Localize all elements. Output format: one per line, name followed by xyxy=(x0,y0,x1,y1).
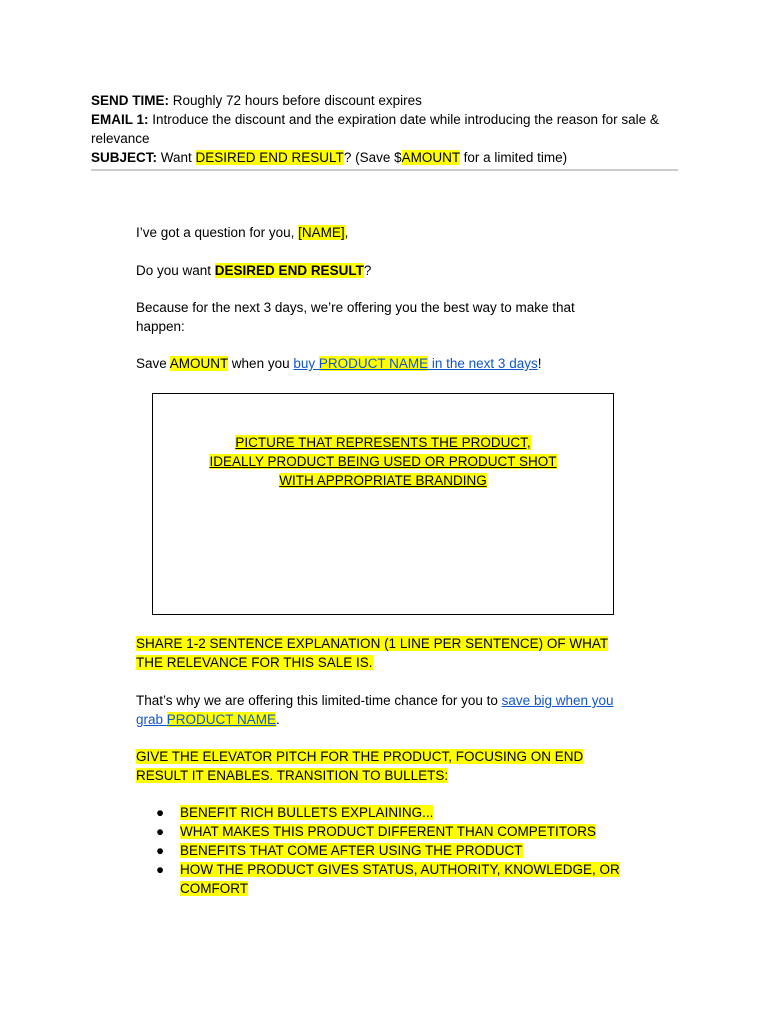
benefit-bullet-list xyxy=(136,803,636,898)
greeting-prefix: I’ve got a question for you, xyxy=(136,225,299,240)
greeting-line xyxy=(136,223,636,242)
question-desired-result-highlight: DESIRED END RESULT xyxy=(214,263,364,278)
list-item xyxy=(136,822,636,841)
buy-link-suffix: in the next 3 days xyxy=(428,356,538,371)
save-middle: when you xyxy=(228,356,294,371)
chance-line xyxy=(136,691,636,729)
question-line xyxy=(136,261,636,280)
question-suffix: ? xyxy=(363,263,372,278)
subject-line xyxy=(91,148,681,167)
bullet-text: BENEFITS THAT COME AFTER USING THE PRODUCT xyxy=(180,843,523,858)
subject-middle: ? (Save $ xyxy=(343,150,402,165)
pitch-placeholder-paragraph xyxy=(136,747,616,785)
send-time-label: SEND TIME: xyxy=(91,93,170,108)
save-prefix: Save xyxy=(136,356,170,371)
buy-link-product-highlight: PRODUCT NAME xyxy=(318,356,429,371)
bullet-text: HOW THE PRODUCT GIVES STATUS, AUTHORITY, KNOWLEDGE, OR COMFORT xyxy=(180,862,620,896)
save-line xyxy=(136,354,636,373)
picture-line-1: PICTURE THAT REPRESENTS THE PRODUCT, xyxy=(235,435,531,450)
bullet-text: BENEFIT RICH BULLETS EXPLAINING... xyxy=(180,805,434,820)
offer-intro-paragraph: Because for the next 3 days, we’re offering you the best way to make that happen: xyxy=(136,300,575,334)
picture-line-2: IDEALLY PRODUCT BEING USED OR PRODUCT SHOT xyxy=(209,454,557,469)
list-item xyxy=(136,803,636,822)
bullet-marker: ● xyxy=(156,824,165,839)
bullet-text: WHAT MAKES THIS PRODUCT DIFFERENT THAN COMPETITORS xyxy=(180,824,597,839)
save-big-link-text: save big when you grab xyxy=(136,693,614,727)
relevance-placeholder-paragraph xyxy=(136,634,631,672)
bullet-marker: ● xyxy=(156,805,165,820)
send-time-line xyxy=(91,91,681,110)
list-item xyxy=(136,860,620,898)
save-amount-highlight: AMOUNT xyxy=(169,356,229,371)
chance-suffix: . xyxy=(276,712,280,727)
email-header xyxy=(91,91,681,167)
chance-prefix: That’s why we are offering this limited-time chance for you to xyxy=(136,693,502,708)
buy-product-link[interactable] xyxy=(293,356,537,371)
buy-link-prefix: buy xyxy=(293,356,319,371)
subject-amount-highlight: AMOUNT xyxy=(401,150,460,165)
header-divider xyxy=(91,169,678,171)
product-picture-placeholder xyxy=(152,393,614,615)
name-tag-highlight: [NAME] xyxy=(298,225,345,240)
question-prefix: Do you want xyxy=(136,263,215,278)
picture-placeholder-text xyxy=(153,433,613,490)
pitch-placeholder-text: GIVE THE ELEVATOR PITCH FOR THE PRODUCT, FOCUSING ON END RESULT IT ENABLES. TRANSITION TO BULLETS: xyxy=(136,749,584,783)
subject-label: SUBJECT: xyxy=(91,150,158,165)
save-big-link-product-highlight: PRODUCT NAME xyxy=(166,712,277,727)
email-value: Introduce the discount and the expiration date while introducing the reason for sale & relevance xyxy=(91,112,659,146)
save-suffix: ! xyxy=(537,356,542,371)
bullet-marker: ● xyxy=(156,862,165,877)
list-item xyxy=(136,841,636,860)
email-label: EMAIL 1: xyxy=(91,112,149,127)
greeting-suffix: , xyxy=(344,225,349,240)
email-line xyxy=(91,110,681,148)
bullet-marker: ● xyxy=(156,843,165,858)
relevance-placeholder-text: SHARE 1-2 SENTENCE EXPLANATION (1 LINE PER SENTENCE) OF WHAT THE RELEVANCE FOR THIS SALE IS. xyxy=(136,636,609,670)
send-time-value: Roughly 72 hours before discount expires xyxy=(169,93,422,108)
picture-line-3: WITH APPROPRIATE BRANDING xyxy=(279,473,487,488)
subject-suffix: for a limited time) xyxy=(459,150,568,165)
subject-prefix: Want xyxy=(157,150,196,165)
subject-desired-result-highlight: DESIRED END RESULT xyxy=(195,150,344,165)
